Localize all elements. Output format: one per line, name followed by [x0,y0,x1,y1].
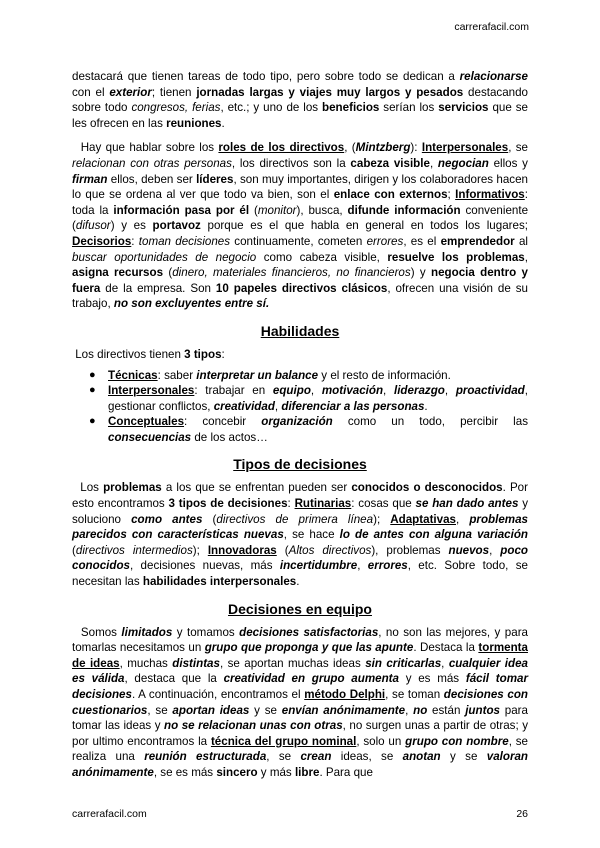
bullet-icon: ● [89,384,96,397]
section-heading-tipos: Tipos de decisiones [233,456,367,473]
tipos-paragraph: Los problemas a los que se enfrentan pueden ser conocidos o desconocidos. Por esto encontramos 3 tipos de decisiones: Rutinarias: cosas que se han dado antes y soluciono como antes (directivos de primera línea); Adaptativas, problemas parecidos con características nuevas, se hace lo de antes con alguna variación (directivos intermedios); Innovadoras (Altos directivos), problemas nuevos, poco conocidos, decisiones nuevas, más incertidumbre, errores, etc. Sobre todo, se necesitan las habilidades interpersonales. [72,481,529,589]
habilidades-intro: Los directivos tienen 3 tipos: [75,347,225,361]
skills-list [72,368,528,446]
footer-site-name: carrerafacil.com [72,808,147,820]
roles-paragraph: Hay que hablar sobre los roles de los directivos, (Mintzberg): Interpersonales, se relacionan con otras personas, los directivos son la cabeza visible, negocian ellos y firman ellos, deben ser líderes, son muy importantes, dirigen y los colaboradores hacen lo que se ordena al ver que todo va bien, son el enlace con externos; Informativos: toda la información pasa por él (monitor), busca, difunde información conveniente (difusor) y es portavoz porque es el que habla en general en todos los lugares; Decisorios: toman decisiones continuamente, cometen errores, es el emprendedor al buscar oportunidades de negocio como cabeza visible, resuelve los problemas, asigna recursos (dinero, materiales financieros, no financieros) y negocia dentro y fuera de la empresa. Son 10 papeles directivos clásicos, ofrecen una visión de su trabajo, no son excluyentes entre sí. [72,141,529,311]
list-item: ● Interpersonales: trabajar en equipo, motivación, liderazgo, proactividad, gestionar conflictos, creatividad, diferenciar a las personas. [89,384,528,413]
bullet-icon: ● [89,368,96,381]
intro-paragraph: destacará que tienen tareas de todo tipo, pero sobre todo se dedican a relacionarse con el exterior; tienen jornadas largas y viajes muy largos y pesados destacando sobre todo congresos, ferias, etc.; y uno de los beneficios serían los servicios que se les ofrecen en las reuniones. [72,70,529,130]
list-item: ● Técnicas: saber interpretar un balance y el resto de información. [89,368,451,382]
list-item: ● Conceptuales: concebir organización como un todo, percibir las consecuencias de los actos… [89,415,528,444]
section-heading-habilidades: Habilidades [260,322,340,339]
section-heading-equipo: Decisiones en equipo [228,600,372,617]
page-content [72,69,528,781]
page-number: 26 [516,808,528,820]
bullet-icon: ● [89,415,96,428]
header-site-name: carrerafacil.com [454,21,529,33]
equipo-paragraph: Somos limitados y tomamos decisiones satisfactorias, no son las mejores, y para tomarlas necesitamos un grupo que proponga y que las apunte. Destaca la tormenta de ideas, muchas distintas, se aportan muchas ideas sin criticarlas, cualquier idea es válida, destaca que la creatividad en grupo aumenta y es más fácil tomar decisiones. A continuación, encontramos el método Delphi, se toman decisiones con cuestionarios, se aportan ideas y se envían anónimamente, no están juntos para tomar las ideas y no se relacionan unas con otras, no surgen unas a partir de otras; y por ultimo encontramos la técnica del grupo nominal, solo un grupo con nombre, se realiza una reunión estructurada, se crean ideas, se anotan y se valoran anónimamente, se es más sincero y más libre. Para que [72,625,528,779]
